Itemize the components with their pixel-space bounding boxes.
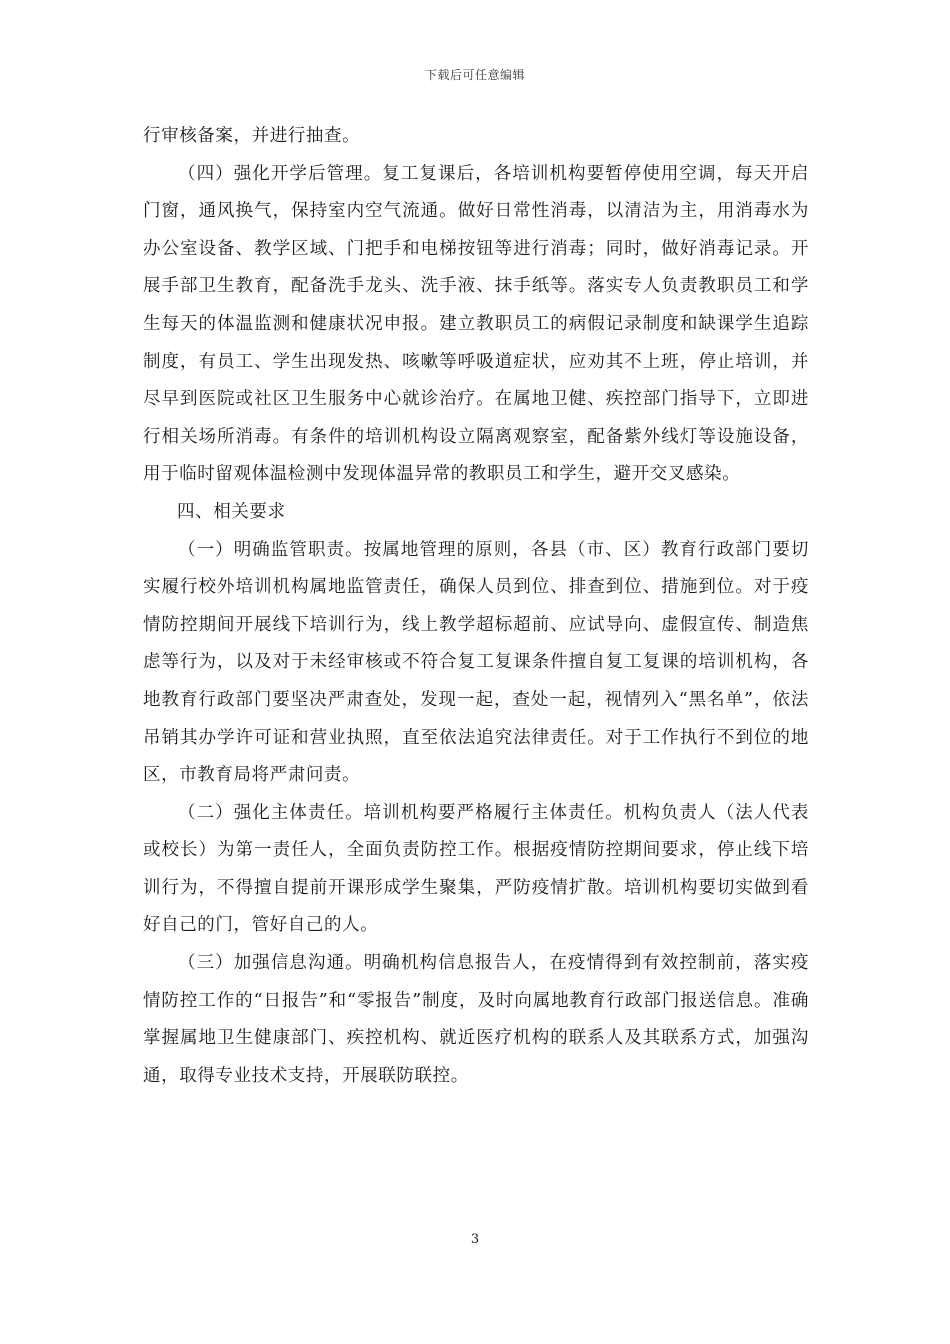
page-header: 下载后可任意编辑 bbox=[424, 68, 525, 82]
paragraph-section-4-management: （四）强化开学后管理。复工复课后，各培训机构要暂停使用空调，每天开启门窗，通风换气，保持室内空气流通。做好日常性消毒，以清洁为主，用消毒水为办公室设备、教学区域、门把手和电梯按钮等进行消毒；同时，做好消毒记录。开展手部卫生教育，配备洗手龙头、洗手液、抹手纸等。落实专人负责教职员工和学生每天的体温监测和健康状况申报。建立教职员工的病假记录制度和缺课学生追踪制度，有员工、学生出现发热、咳嗽等呼吸道症状，应劝其不上班，停止培训，并尽早到医院或社区卫生服务中心就诊治疗。在属地卫健、疾控部门指导下，立即进行相关场所消毒。有条件的培训机构设立隔离观察室，配备紫外线灯等设施设备，用于临时留观体温检测中发现体温异常的教职员工和学生，避开交叉感染。 bbox=[143, 163, 809, 485]
document-body bbox=[143, 118, 809, 1095]
page-number: 3 bbox=[470, 1232, 480, 1247]
paragraph-supervision-duties: （一）明确监管职责。按属地管理的原则，各县（市、区）教育行政部门要切实履行校外培训机构属地监管责任，确保人员到位、排查到位、措施到位。对于疫情防控期间开展线下培训行为，线上教学超标超前、应试导向、虚假宣传、制造焦虑等行为，以及对于未经审核或不符合复工复课条件擅自复工复课的培训机构，各地教育行政部门要坚决严肃查处，发现一起，查处一起，视情列入“黑名单”，依法吊销其办学许可证和营业执照，直至依法追究法律责任。对于工作执行不到位的地区，市教育局将严肃问责。 bbox=[143, 539, 809, 786]
paragraph-continuation: 行审核备案，并进行抽查。 bbox=[143, 126, 361, 146]
section-heading-requirements: 四、相关要求 bbox=[177, 501, 286, 522]
paragraph-information-communication: （三）加强信息沟通。明确机构信息报告人，在疫情得到有效控制前，落实疫情防控工作的“日报告”和“零报告”制度，及时向属地教育行政部门报送信息。准确掌握属地卫生健康部门、疾控机构、就近医疗机构的联系人及其联系方式，加强沟通，取得专业技术支持，开展联防联控。 bbox=[143, 953, 809, 1086]
paragraph-main-responsibility: （二）强化主体责任。培训机构要严格履行主体责任。机构负责人（法人代表或校长）为第一责任人，全面负责防控工作。根据疫情防控期间要求，停止线下培训行为，不得擅自提前开课形成学生聚集，严防疫情扩散。培训机构要切实做到看好自己的门，管好自己的人。 bbox=[143, 802, 809, 936]
